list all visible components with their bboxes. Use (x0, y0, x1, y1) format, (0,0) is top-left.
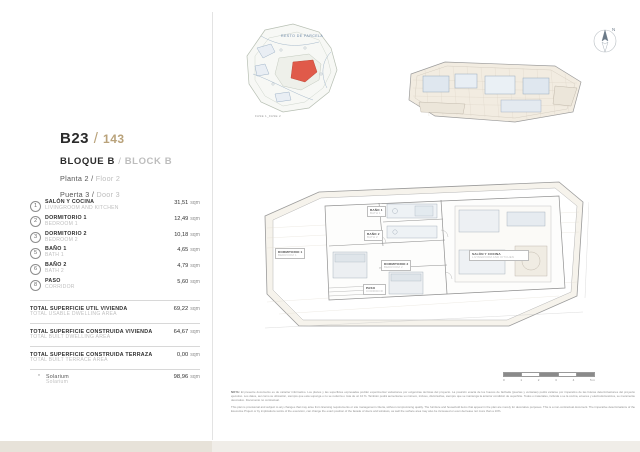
door-line (60, 190, 172, 199)
room-name-es: BAÑO 1 (45, 246, 67, 253)
dwelling-floor-plan (259, 176, 589, 336)
table-row (30, 232, 200, 244)
plan-tag-living-kitchen (469, 250, 529, 261)
table-row (30, 263, 200, 275)
note-text-en: This plan is provisional and subject to any changes that may arise from licensing requirements or site management criteria, without compromising quality. The furniture and household items that appear in the plan are merely for decorative purposes. This is a non-contractual document. The imperative determinations of the Executive Project or by implications works of the execution, can change the exact position of the facade of doors and windows, as well the surface area may also be increased or even decrease not more than a 10%. (231, 404, 635, 413)
left-info-column (0, 0, 212, 452)
title-block (60, 130, 172, 199)
block-label-es: BLOQUE B (60, 156, 115, 167)
total-label-es: TOTAL SUPERFICIE UTIL VIVIENDA (30, 306, 128, 312)
scale-bar-ticks (503, 378, 595, 382)
room-index: 2 (30, 216, 41, 227)
scale-tick: 3 (555, 378, 557, 382)
plan-tag-bedroom-1 (275, 248, 305, 259)
table-row (30, 347, 200, 370)
unit-number: 143 (103, 132, 125, 146)
room-name-es: BAÑO 2 (45, 262, 67, 269)
room-area (156, 200, 200, 206)
room-name-es: SALÓN Y COCINA (45, 199, 95, 205)
extra-area-row (30, 370, 200, 386)
room-name-en: BATH 1 (45, 252, 64, 259)
room-area (156, 279, 200, 285)
plan-tag-name-en: LIVINGROOM AND KITCHEN (472, 254, 515, 259)
scale-bar-segments (503, 372, 595, 377)
room-area-unit: sqm (190, 279, 200, 286)
room-name-es: DORMITORIO 2 (45, 230, 87, 237)
scale-tick: 0 (503, 378, 505, 382)
room-index: 6 (30, 264, 41, 275)
scale-bar (503, 372, 595, 382)
room-area (156, 263, 200, 269)
disclaimer-note (231, 390, 635, 416)
room-index: 1 (30, 201, 41, 212)
total-label-en: TOTAL BUILT DWELLING AREA (30, 334, 111, 340)
total-label-es: TOTAL SUPERFICIE CONSTRUIDA VIVIENDA (30, 328, 153, 335)
extra-label-en: Solarium (46, 378, 69, 385)
floor-separator: / (91, 174, 94, 183)
room-area-value: 4,79 (177, 263, 189, 270)
scale-tick: 5 m (589, 378, 595, 382)
plan-tag-name-es: DORMITORIO 1 (278, 249, 303, 254)
block-label-en: BLOCK B (124, 156, 173, 167)
room-name-en: BEDROOM 2 (45, 236, 78, 243)
room-area (156, 232, 200, 238)
total-area (154, 306, 200, 312)
drawings-column (213, 0, 640, 452)
room-name-en: BEDROOM 1 (45, 220, 78, 227)
total-area-value: 69,22 (173, 306, 189, 312)
note-text-es: El presente documento es de carácter informativo. Los planos y las superficies expresadas podrán experimentar variaciones por exigencias técnicas del proyecto. La posición exacta de los huecos de fachada (puertas y ventanas) podrá variarse por imperativo de las futuras determinaciones del proyecto ejecutivo. Los datos, así como su ubicación, siempre que esta suponga o no se reduzca o más de un 10 %. También podrá aumentarse su número, incluso, disminuirlas, siempre que se mantenga la anterior condición de superficie. Todos o materiales, incluida o se la cocina, enseres y electrodomésticos, se meramente decorativo. Documento no contractual. (231, 390, 636, 403)
floor-label-en: Floor 2 (95, 174, 121, 183)
extra-area (154, 374, 200, 380)
plan-tag-name-es: SALÓN Y COCINA (472, 251, 501, 256)
block-separator: / (118, 156, 122, 167)
total-area-unit: sqm (190, 351, 200, 358)
unit-code-line (60, 130, 172, 147)
plan-tag-bath-2 (364, 230, 383, 241)
room-area-value: 4,65 (177, 247, 189, 254)
room-name-es: DORMITORIO 1 (45, 214, 87, 221)
total-area (154, 352, 200, 358)
plan-tag-name-en: CORRIDOR (366, 288, 383, 293)
extra-area-value: 98,96 (173, 373, 189, 380)
site-plan-caption: FASE 1_FASE 2 (255, 114, 281, 118)
floor-label-es: Planta 2 (60, 174, 89, 183)
note-heading: NOTA: (231, 390, 240, 394)
extra-area-unit: sqm (190, 373, 200, 380)
room-index: 3 (30, 232, 41, 243)
upper-floor-plan (405, 56, 587, 126)
room-name-en: BATH 2 (45, 268, 64, 275)
footer-accent (0, 441, 212, 452)
block-line (60, 156, 172, 167)
asterisk-marker: * (38, 373, 40, 380)
table-row (30, 300, 200, 324)
total-label-en: TOTAL BUILT TERRACE AREA (30, 356, 108, 363)
room-area-value: 12,49 (174, 215, 189, 222)
room-area-unit: sqm (190, 200, 200, 206)
plan-tag-name-en: BEDROOM 2 (384, 264, 403, 269)
total-label-es: TOTAL SUPERFICIE CONSTRUIDA TERRAZA (30, 351, 153, 358)
plan-tag-name-en: BATH 2 (367, 234, 378, 239)
svg-text:N: N (612, 27, 616, 32)
plan-tag-name-es: DORMITORIO 2 (384, 261, 409, 266)
site-plan-label: RESTO DE PARCELA (281, 34, 324, 38)
plan-tag-name-en: BATH 1 (370, 210, 381, 215)
total-label-en: TOTAL USABLE DWELLING AREA (30, 311, 117, 318)
floor-line (60, 174, 172, 183)
total-area-unit: sqm (190, 306, 200, 312)
plan-tag-bedroom-2 (381, 260, 411, 271)
unit-separator: / (93, 130, 99, 147)
plan-tag-name-es: BAÑO 2 (367, 231, 380, 236)
total-area (154, 329, 200, 335)
table-row (30, 247, 200, 259)
scale-tick: 1 (520, 378, 523, 382)
room-area-value: 5,60 (177, 279, 189, 286)
plan-tag-name-es: PASO (366, 285, 376, 290)
room-name-en: CORRIDOR (45, 283, 75, 290)
table-row (30, 279, 200, 291)
extra-label-es: Solarium (46, 373, 69, 380)
unit-code: B23 (60, 130, 90, 147)
site-plan (235, 18, 365, 123)
room-area (156, 247, 200, 253)
plan-tag-name-es: BAÑO 1 (370, 207, 383, 212)
room-area (156, 216, 200, 222)
totals-table (30, 300, 200, 386)
footer-strip (0, 441, 640, 452)
total-area-unit: sqm (190, 328, 200, 335)
room-area-unit: sqm (190, 231, 200, 238)
room-area-unit: sqm (190, 215, 200, 222)
plan-tag-bath-1 (367, 206, 386, 217)
scale-tick: 4 (572, 378, 575, 382)
room-area-unit: sqm (190, 247, 200, 254)
total-area-value: 64,67 (173, 328, 189, 335)
room-area-value: 31,51 (174, 200, 189, 206)
door-label-en: Door 3 (96, 190, 120, 199)
room-name-en: LIVINGROOM AND KITCHEN (45, 204, 119, 211)
room-name-es: PASO (45, 278, 61, 285)
table-row (30, 216, 200, 228)
compass-north-icon (588, 22, 622, 56)
plan-tag-corridor (363, 284, 386, 295)
room-area-value: 10,18 (174, 231, 189, 238)
door-label-es: Puerta 3 (60, 190, 90, 199)
room-schedule (30, 200, 200, 295)
scale-tick: 2 (537, 378, 540, 382)
room-index: 5 (30, 248, 41, 259)
table-row (30, 200, 200, 212)
table-row (30, 324, 200, 347)
plan-tag-name-en: BEDROOM 1 (278, 252, 297, 257)
door-separator: / (91, 190, 95, 199)
total-area-value: 0,00 (176, 351, 189, 358)
room-index: 8 (30, 280, 41, 291)
room-area-unit: sqm (190, 263, 200, 270)
